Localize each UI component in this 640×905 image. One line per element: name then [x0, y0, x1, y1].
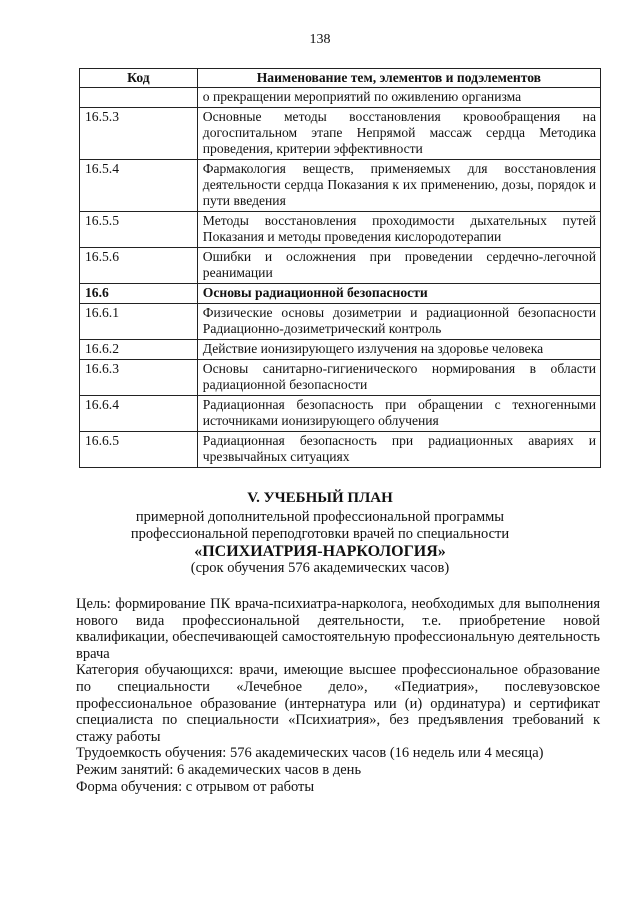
table-row — [80, 248, 601, 284]
row-code-cell: 16.6.5 — [80, 432, 198, 468]
row-name-cell: Основные методы восстановления кровообращения на догоспитальном этапе Непрямой массаж сердца Методика проведения, критерии эффективности — [197, 108, 600, 160]
page-number: 138 — [309, 32, 331, 47]
column-header-name: Наименование тем, элементов и подэлементов — [197, 69, 600, 88]
topics-table — [79, 68, 601, 468]
program-details — [76, 596, 600, 795]
row-code-cell: 16.5.3 — [80, 108, 198, 160]
section-title: V. УЧЕБНЫЙ ПЛАН — [247, 490, 393, 506]
row-name-cell: Основы радиационной безопасности — [197, 284, 600, 304]
table-row — [80, 108, 601, 160]
row-name-cell: Методы восстановления проходимости дыхательных путей Показания и методы проведения кислородотерапии — [197, 212, 600, 248]
table-row — [80, 284, 601, 304]
goal-paragraph: Цель: формирование ПК врача-психиатра-нарколога, необходимых для выполнения нового вида профессиональной деятельности, т.е. приобретение новой квалификации, обеспечивающей самостоятельную профессиональную деятельность врача — [76, 596, 600, 662]
table-body — [80, 88, 601, 468]
table-row — [80, 160, 601, 212]
row-name-cell: о прекращении мероприятий по оживлению организма — [197, 88, 600, 108]
row-code-cell: 16.6.2 — [80, 340, 198, 360]
workload-line: Трудоемкость обучения: 576 академических часов (16 недель или 4 месяца) — [76, 745, 544, 762]
form-line: Форма обучения: с отрывом от работы — [76, 778, 315, 795]
column-header-code: Код — [80, 69, 198, 88]
row-code-cell: 16.5.4 — [80, 160, 198, 212]
row-name-cell: Фармакология веществ, применяемых для восстановления деятельности сердца Показания к их применению, дозы, порядок и пути введения — [197, 160, 600, 212]
row-name-cell: Основы санитарно-гигиенического нормирования в области радиационной безопасности — [197, 360, 600, 396]
row-name-cell: Ошибки и осложнения при проведении сердечно-легочной реанимации — [197, 248, 600, 284]
row-code-cell: 16.6.4 — [80, 396, 198, 432]
row-name-cell: Действие ионизирующего излучения на здоровье человека — [197, 340, 600, 360]
program-name: «ПСИХИАТРИЯ-НАРКОЛОГИЯ» — [194, 543, 446, 560]
table-row — [80, 212, 601, 248]
row-code-cell — [80, 88, 198, 108]
row-code-cell: 16.6 — [80, 284, 198, 304]
program-description-line-1: примерной дополнительной профессиональной программы — [135, 509, 505, 525]
table-row — [80, 304, 601, 340]
row-name-cell: Радиационная безопасность при обращении с техногенными источниками ионизирующего облучения — [197, 396, 600, 432]
program-duration: (срок обучения 576 академических часов) — [190, 560, 450, 576]
row-code-cell: 16.5.5 — [80, 212, 198, 248]
row-name-cell: Радиационная безопасность при радиационных авариях и чрезвычайных ситуациях — [197, 432, 600, 468]
curriculum-heading-block — [0, 490, 640, 577]
row-name-cell: Физические основы дозиметрии и радиационной безопасности Радиационно-дозиметрический контроль — [197, 304, 600, 340]
table-row — [80, 88, 601, 108]
table-header-row — [80, 69, 601, 88]
program-description-line-2: профессиональной переподготовки врачей по специальности — [130, 526, 510, 542]
row-code-cell: 16.6.3 — [80, 360, 198, 396]
table-row — [80, 340, 601, 360]
row-code-cell: 16.5.6 — [80, 248, 198, 284]
table-row — [80, 432, 601, 468]
mode-line: Режим занятий: 6 академических часов в день — [76, 761, 362, 778]
category-paragraph: Категория обучающихся: врачи, имеющие высшее профессиональное образование по специальности «Лечебное дело», «Педиатрия», послевузовское профессиональное образование (интернатура или (и) ординатура) и сертификат специалиста по специальности «Психиатрия», без предъявления требований к стажу работы — [76, 662, 600, 745]
table-row — [80, 396, 601, 432]
row-code-cell: 16.6.1 — [80, 304, 198, 340]
table-row — [80, 360, 601, 396]
